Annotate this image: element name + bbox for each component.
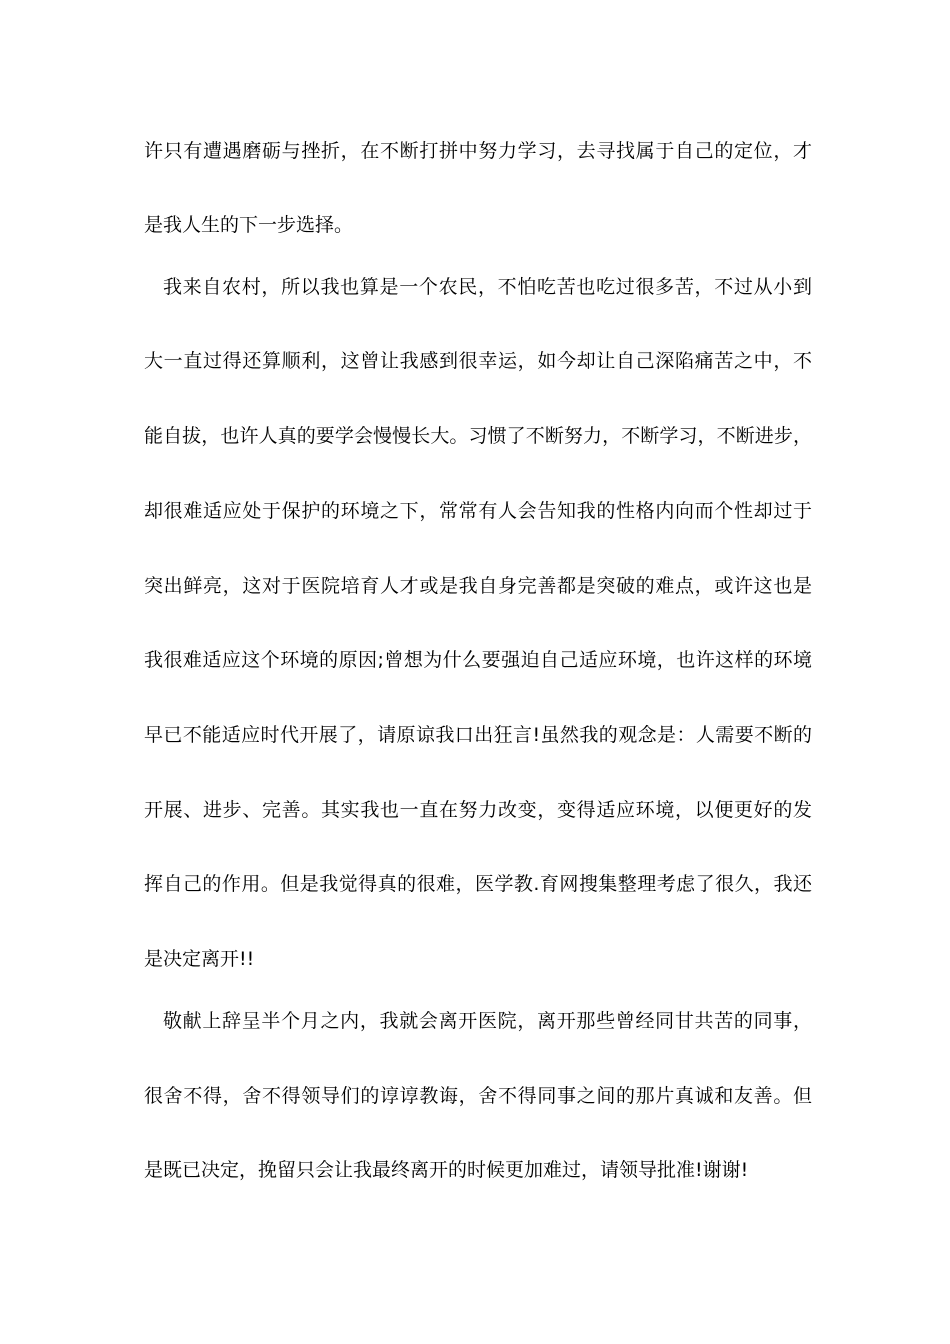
text-line: 能自拔，也许人真的要学会慢慢长大。习惯了不断努力，不断学习，不断进步， [144, 425, 812, 447]
text-line: 许只有遭遇磨砺与挫折，在不断打拼中努力学习，去寻找属于自己的定位，才 [144, 140, 812, 162]
text-line: 是既已决定，挽留只会让我最终离开的时候更加难过，请领导批准!谢谢! [144, 1159, 749, 1181]
text-line: 是决定离开!! [144, 948, 255, 970]
paragraph-first-line: 敬献上辞呈半个月之内，我就会离开医院，离开那些曾经同甘共苦的同事， [163, 1010, 812, 1032]
text-line: 我很难适应这个环境的原因;曾想为什么要强迫自己适应环境，也许这样的环境 [144, 649, 812, 671]
text-line: 却很难适应处于保护的环境之下，常常有人会告知我的性格内向而个性却过于 [144, 500, 812, 522]
text-line: 突出鲜亮，这对于医院培育人才或是我自身完善都是突破的难点，或许这也是 [144, 575, 812, 597]
text-line: 很舍不得，舍不得领导们的谆谆教诲，舍不得同事之间的那片真诚和友善。但 [144, 1085, 812, 1107]
text-line: 是我人生的下一步选择。 [144, 214, 354, 236]
paragraph-first-line: 我来自农村，所以我也算是一个农民，不怕吃苦也吃过很多苦，不过从小到 [163, 276, 812, 298]
text-line: 大一直过得还算顺利，这曾让我感到很幸运，如今却让自己深陷痛苦之中，不 [144, 350, 812, 372]
text-line: 早已不能适应时代开展了，请原谅我口出狂言!虽然我的观念是：人需要不断的 [144, 724, 812, 746]
text-line: 挥自己的作用。但是我觉得真的很难，医学教.育网搜集整理考虑了很久，我还 [144, 873, 812, 895]
text-line: 开展、进步、完善。其实我也一直在努力改变，变得适应环境，以便更好的发 [144, 799, 812, 821]
